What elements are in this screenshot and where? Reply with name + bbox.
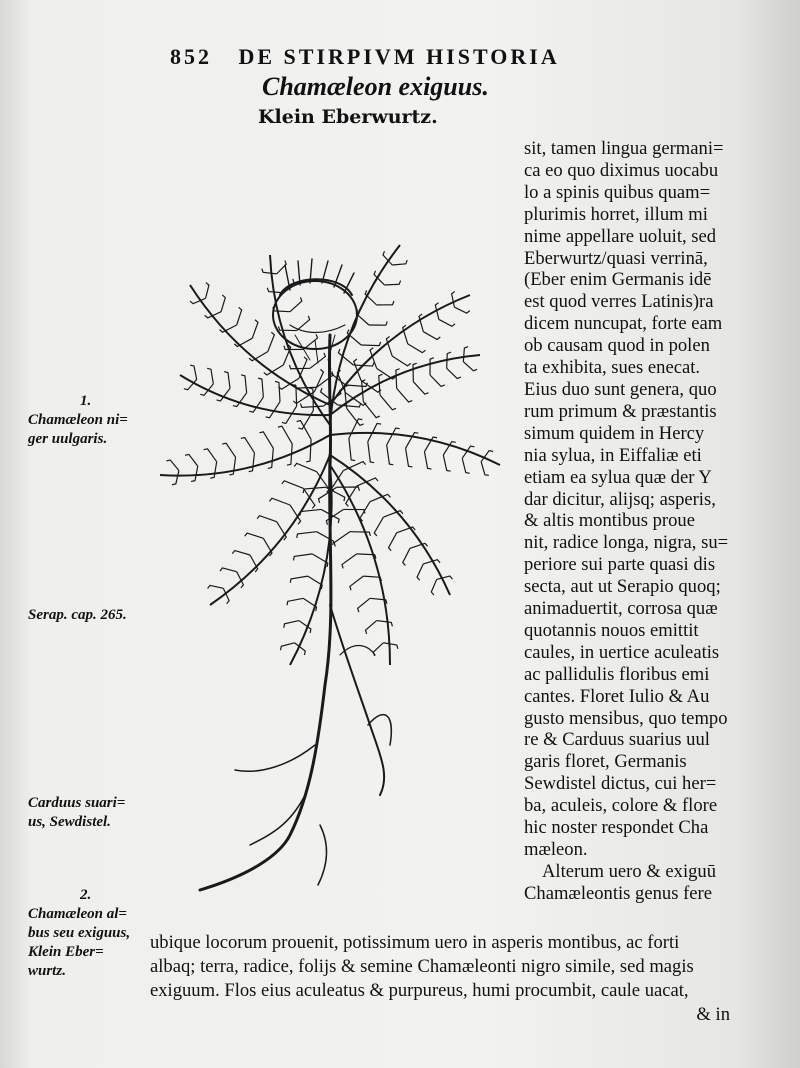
text-line: periore sui parte quasi dis [524, 554, 716, 576]
text-line: ob causam quod in polen [524, 335, 710, 357]
leaf-spine [191, 466, 198, 481]
leaf-spine [249, 397, 263, 412]
leaf-spine [275, 381, 280, 401]
text-line: exiguum. Flos eius aculeatus & purpureus, humi procumbit, caule uacat, [150, 980, 689, 1001]
leaf-spine [268, 448, 274, 468]
bleed-through-text [565, 78, 573, 112]
leaf-spine [293, 554, 312, 560]
leaf-spine [397, 388, 413, 402]
text-line: & altis montibus proue [524, 510, 695, 532]
text-line: nia sylua, in Eiffaliæ eti [524, 444, 702, 466]
leaf-midrib [330, 433, 500, 465]
leaf-spine [357, 478, 378, 486]
leaf-spine [413, 382, 428, 395]
leaf-spine [406, 448, 413, 467]
leaf-spine [403, 548, 410, 565]
leaf-spine [423, 332, 440, 340]
plant-vernacular-name: Klein Eberwurtz. [258, 106, 438, 128]
text-line: plurimis horret, illum mi [524, 203, 708, 225]
leaf-spine [443, 455, 450, 471]
leaf-spine [462, 458, 470, 473]
margin-note-line: ger uulgaris. [28, 431, 108, 447]
leaf-spine [269, 498, 290, 505]
text-line: garis floret, Germanis [524, 751, 687, 773]
leaf-spine [431, 579, 436, 595]
leaf-spine [392, 356, 410, 366]
leaf-spine [220, 568, 237, 572]
text-line: (Eber enim Germanis idē [524, 269, 712, 291]
leaf-spine [358, 598, 370, 612]
leaf-spine [210, 462, 216, 479]
text-line: Sewdistel dictus, cui her= [524, 773, 717, 795]
text-line: animaduertit, corrosa quæ [524, 598, 718, 620]
leaf-spine [350, 576, 363, 590]
leaf-spine [245, 533, 264, 538]
leaf-midrib [330, 245, 400, 425]
leaf-spine [318, 487, 336, 503]
leaf-spine [379, 374, 383, 395]
text-line: ta exhibita, sues enecat. [524, 357, 701, 379]
full-width-text [150, 931, 790, 1027]
leaf-spine [224, 372, 230, 389]
leaf-spine [282, 481, 304, 489]
margin-note-line: 2. [80, 887, 92, 903]
leaf-spine [374, 517, 383, 536]
leaf-spine [262, 269, 277, 274]
text-line: rum primum & præstantis [524, 400, 717, 422]
leaf-midrib [330, 455, 450, 595]
text-line: Eius duo sunt genera, quo [524, 378, 717, 400]
text-line: nime appellare uoluit, sed [524, 225, 717, 247]
leaf-spine [430, 358, 434, 375]
margin-note-line: wurtz. [28, 963, 66, 979]
leaf-spine [396, 369, 400, 389]
leaf-spine [463, 362, 477, 371]
leaf-spine [452, 291, 455, 307]
text-line: mæleon. [524, 839, 588, 860]
leaf-spine [337, 487, 360, 491]
margin-note-line: Chamæleon ni= [28, 412, 128, 428]
leaf-spine [366, 621, 377, 634]
text-line: dicem nuncupat, forte eam [524, 313, 723, 335]
text-line: sit, tamen lingua germani= [524, 138, 724, 159]
leaf-spine [280, 643, 294, 650]
leaf-spine [232, 551, 250, 555]
running-header [170, 44, 730, 70]
text-line: cantes. Floret Iulio & Au [524, 685, 710, 707]
leaf-spine [208, 585, 224, 588]
leaf-spine [284, 621, 299, 628]
leaf-spine [267, 288, 283, 293]
margin-note-line: bus seu exiguus, [28, 925, 131, 941]
margin-note-line: Serap. cap. 265. [28, 607, 127, 623]
leaf-spine [300, 404, 323, 408]
text-line: caules, in uertice aculeatis [524, 641, 720, 663]
leaf-spine [249, 453, 255, 472]
text-line: Alterum uero & exiguū [542, 860, 717, 882]
leaf-spine [289, 365, 310, 369]
text-line: ba, aculeis, colore & flore [524, 795, 718, 817]
leaf-spine [331, 471, 343, 492]
margin-note-line: us, Sewdistel. [28, 814, 111, 830]
margin-note-serapio [28, 606, 158, 625]
margin-note-line: Carduus suari= [28, 795, 126, 811]
leaf-spine [257, 516, 277, 522]
leaf-midrib [330, 295, 470, 405]
leaf-spine [241, 375, 247, 393]
leaf-spine [408, 344, 426, 353]
leaf-spine [273, 307, 290, 312]
text-line: gusto mensibus, quo tempo [524, 707, 728, 729]
leaf-spine [297, 316, 310, 331]
margin-note-line: Klein Eber= [28, 944, 104, 960]
thistle-woodcut-illustration [140, 185, 520, 900]
leaf-spine [206, 283, 209, 299]
plant-title: Chamæleon exiguus. [262, 72, 489, 101]
text-line: ac pallidulis floribus emi [524, 663, 710, 685]
leaf-spine [389, 533, 397, 551]
leaf-spine [268, 332, 275, 351]
leaf-spine [299, 357, 307, 378]
leaf-spine [298, 411, 313, 430]
text-line: nit, radice longa, nigra, su= [524, 532, 729, 554]
text-line: Eberwurtz/quasi verrinā, [524, 247, 708, 269]
leaf-spine [241, 437, 255, 452]
leaf-spine [221, 295, 225, 312]
main-text-column [524, 138, 794, 905]
leaf-spine [380, 395, 396, 410]
leaf-spine [306, 439, 311, 462]
leaf-spine [290, 576, 308, 583]
leaf-spine [447, 368, 461, 378]
leaf-spine [347, 408, 364, 425]
text-line: ca eo quo diximus uocabu [524, 159, 719, 181]
text-line: albaq; terra, radice, folijs & semine Chamæleonti nigro simile, sed magis [150, 956, 694, 977]
text-line: Chamæleontis genus fere [524, 882, 712, 904]
leaf-spine [439, 319, 455, 326]
text-line: re & Carduus suarius uul [524, 729, 710, 751]
leaf-spine [430, 375, 445, 386]
text-line: ubique locorum prouenit, potissimum uero in asperis montibus, ac forti [150, 932, 680, 953]
text-line: & in [696, 1004, 730, 1025]
leaf-spine [278, 426, 292, 444]
leaf-spine [259, 432, 273, 448]
leaf-spine [437, 576, 453, 579]
leaf-spine [222, 443, 235, 457]
leaf-spine [424, 452, 431, 469]
leaf-spine [185, 454, 198, 466]
leaf-spine [287, 598, 303, 605]
leaf-spine [297, 421, 311, 440]
running-title: DE STIRPIVM HISTORIA [238, 44, 560, 69]
leaf-spine [237, 307, 242, 325]
leaf-spine [384, 281, 400, 285]
leaf-spine [360, 502, 370, 522]
leaf-midrib [210, 455, 330, 605]
margin-note-chamaeleon-albus [28, 886, 158, 981]
margin-note-line: Chamæleon al= [28, 906, 127, 922]
leaf-spine [413, 363, 417, 381]
leaf-spine [463, 347, 468, 362]
leaf-spine [204, 449, 217, 462]
leaf-spine [363, 402, 380, 418]
margin-note-line: 1. [80, 393, 92, 409]
leaf-spine [377, 301, 394, 305]
leaf-spine [290, 297, 302, 311]
leaf-spine [377, 621, 393, 627]
leaf-spine [297, 532, 317, 538]
text-line: simum quidem in Hercy [524, 422, 705, 444]
text-line: lo a spinis quibus quam= [524, 181, 711, 203]
leaf-spine [343, 509, 365, 513]
leaf-spine [392, 260, 407, 265]
margin-note-chamaeleon-niger [28, 392, 158, 449]
text-line: dar dicitur, alijsq; asperis, [524, 488, 716, 510]
text-line: secta, aut ut Serapio quoq; [524, 576, 721, 598]
leaf-spine [334, 532, 350, 547]
leaf-spine [361, 342, 381, 346]
leaf-spine [349, 438, 355, 460]
text-line: quotannis nouos emittit [524, 619, 699, 641]
leaf-spine [387, 445, 394, 465]
page-number: 852 [170, 44, 212, 69]
leaf-spine [300, 509, 321, 515]
leaf-spine [258, 378, 263, 397]
leaf-spine [294, 463, 316, 471]
leaf-spine [363, 576, 381, 581]
text-line: est quod verres Latinis)ra [524, 291, 714, 313]
leaf-spine [172, 471, 179, 485]
leaf-spine [349, 419, 362, 438]
margin-note-carduus [28, 794, 158, 832]
leaf-spine [207, 368, 213, 384]
leaf-spine [252, 320, 258, 339]
leaf-spine [166, 460, 179, 471]
text-line: etiam ea sylua quæ der Y [524, 466, 712, 488]
leaf-spine [342, 554, 357, 568]
leaf-spine [419, 314, 423, 332]
leaf-spine [190, 365, 197, 379]
text-line: hic noster respondet Cha [524, 817, 709, 839]
leaf-spine [417, 564, 423, 580]
leaf-spine [454, 307, 469, 313]
leaf-spine [369, 321, 387, 325]
leaf-spine [481, 462, 489, 476]
leaf-spine [387, 428, 400, 445]
leaf-spine [368, 442, 374, 463]
